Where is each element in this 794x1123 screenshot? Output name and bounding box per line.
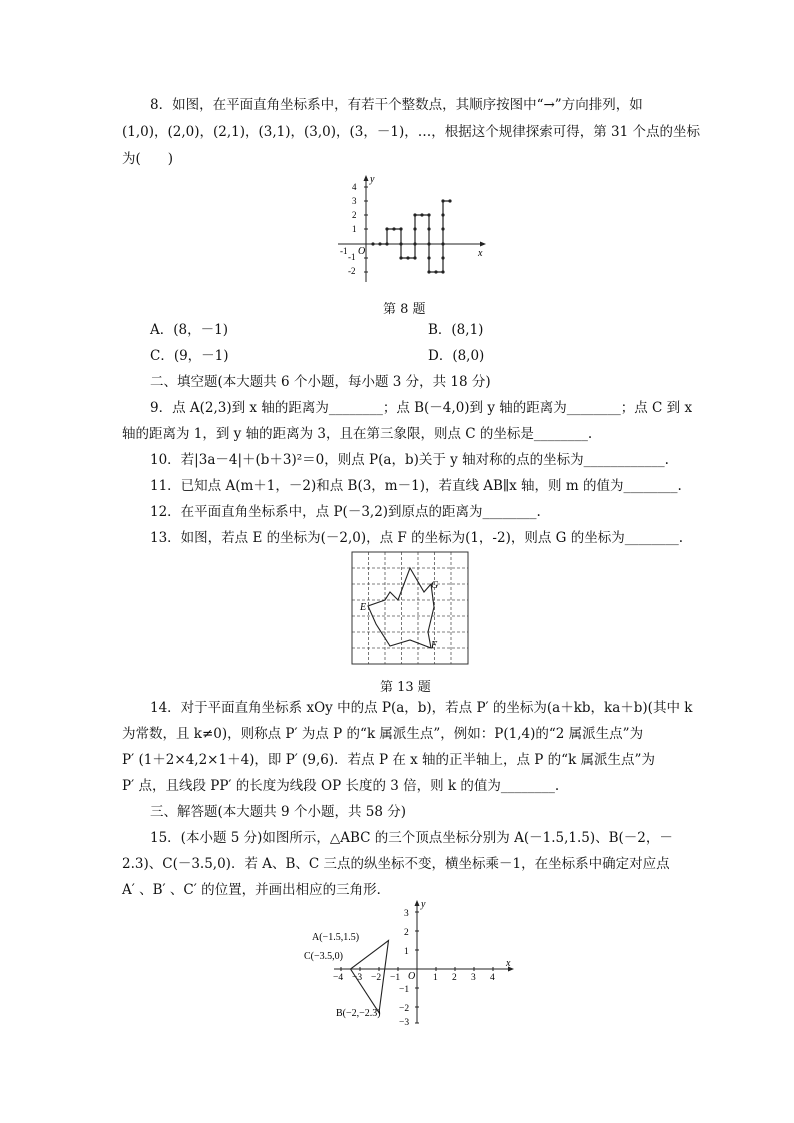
q15-x-tick: 3 [471, 973, 476, 983]
q8-point-path [380, 201, 450, 272]
q14-line-1: 14．对于平面直角坐标系 xOy 中的点 P(a，b)，若点 P′ 的坐标为(a＋kb，ka＋b)(其中 k [150, 700, 693, 716]
q13-label-g: G [431, 580, 439, 591]
q15-label-b: B(−2,−2.3) [336, 1008, 381, 1019]
q15-x-tick: 1 [433, 973, 438, 983]
q15-label-c: C(−3.5,0) [304, 951, 343, 962]
q11: 11．已知点 A(m＋1，－2)和点 B(3，m－1)，若直线 AB∥x 轴，则 m 的值为________. [150, 478, 682, 494]
q8-y-tick: -2 [348, 266, 356, 276]
q15-line-1: 15．(本小题 5 分)如图所示，△ABC 的三个顶点坐标分别为 A(－1.5,1.5)、B(－2，－ [150, 830, 673, 846]
q8-origin-label: O [358, 246, 366, 257]
q15-y-tick: 3 [404, 909, 409, 919]
q14-line-3: P′ (1＋2×4,2×1＋4)，即 P′ (9,6)．若点 P 在 x 轴的正半轴上，点 P 的“k 属派生点”为 [122, 752, 655, 768]
q8-y-tick: 1 [352, 224, 357, 234]
q15-y-label: y [421, 899, 426, 910]
q15-y-tick: −1 [399, 985, 410, 995]
q15-y-tick: 2 [404, 928, 409, 938]
q8-lattice-points [371, 199, 451, 273]
q8-figure [330, 172, 490, 287]
q8-x-tick: -1 [340, 246, 348, 256]
q15-x-tick: 2 [452, 973, 457, 983]
q8-option-c: C．(9，－1) [150, 348, 229, 364]
q15-y-tick: −3 [399, 1018, 410, 1028]
q15-line-2: 2.3)、C(－3.5,0)．若 A、B、C 三点的纵坐标不变，横坐标乘－1，在坐标系中确定对应点 [122, 856, 670, 872]
q13-leaf-shape [368, 568, 434, 648]
q15-x-label: x [506, 958, 511, 969]
q9-line-2: 轴的距离为 1，到 y 轴的距离为 3，且在第三象限，则点 C 的坐标是________. [122, 426, 593, 442]
q10: 10．若|3a－4|＋(b＋3)²＝0，则点 P(a，b)关于 y 轴对称的点的坐标为____________. [150, 452, 669, 468]
q8-option-b: B．(8,1) [428, 322, 484, 338]
q13: 13．如图，若点 E 的坐标为(－2,0)，点 F 的坐标为(1，-2)，则点 G 的坐标为________. [150, 530, 683, 546]
q15-y-tick: −2 [399, 1004, 410, 1014]
q8-y-tick: 2 [352, 210, 357, 220]
q14-line-2: 为常数，且 k≠0)，则称点 P′ 为点 P 的“k 属派生点”，例如：P(1,4)的“2 属派生点”为 [122, 726, 644, 742]
q8-y-tick: 3 [352, 196, 357, 206]
q8-y-arrow [364, 175, 369, 181]
q8-option-a: A．(8，－1) [150, 322, 228, 338]
section2-title: 二、填空题(本大题共 6 个小题，每小题 3 分，共 18 分) [150, 374, 491, 390]
q8-x-arrow [480, 242, 486, 247]
q15-x-tick: −4 [333, 973, 344, 983]
q15-line-3: A′ 、B′ 、C′ 的位置，并画出相应的三角形． [122, 882, 391, 898]
q8-stem-line-2: (1,0)，(2,0)，(2,1)，(3,1)，(3,0)，(3，－1)，…，根据这个规律探索可得，第 31 个点的坐标 [122, 124, 700, 140]
q13-figure [352, 552, 468, 666]
q15-y-arrow [415, 900, 420, 906]
q15-figure [300, 897, 520, 1028]
q8-y-tick: 4 [352, 182, 357, 192]
q12: 12．在平面直角坐标系中，点 P(－3,2)到原点的距离为________. [150, 504, 541, 520]
q15-x-tick: −2 [371, 973, 382, 983]
section3-title: 三、解答题(本大题共 9 个小题，共 58 分) [150, 804, 406, 820]
q13-label-e: E [360, 602, 367, 613]
q13-label-f: F [431, 640, 438, 651]
q15-x-tick: −1 [390, 973, 401, 983]
q15-x-tick: −3 [352, 973, 363, 983]
q15-y-tick: 1 [404, 947, 409, 957]
q15-label-a: A(−1.5,1.5) [312, 932, 360, 943]
q14-line-4: P′ 点，且线段 PP′ 的长度为线段 OP 长度的 3 倍，则 k 的值为________. [122, 778, 560, 794]
q8-x-label: x [478, 248, 483, 259]
q8-figure-caption: 第 8 题 [383, 302, 426, 317]
q8-stem-line-3: 为( ) [122, 151, 174, 167]
q8-y-tick: -1 [348, 252, 356, 262]
q8-y-label: y [370, 174, 375, 185]
q13-figure-caption: 第 13 题 [380, 680, 431, 695]
q15-origin-label: O [408, 971, 416, 982]
q8-option-d: D．(8,0) [428, 348, 485, 364]
q9-line-1: 9．点 A(2,3)到 x 轴的距离为________；点 B(－4,0)到 y 轴的距离为________；点 C 到 x [150, 400, 693, 416]
q8-stem-line-1: 8．如图，在平面直角坐标系中，有若干个整数点，其顺序按图中“→”方向排列，如 [150, 97, 643, 113]
q15-x-tick: 4 [490, 973, 495, 983]
